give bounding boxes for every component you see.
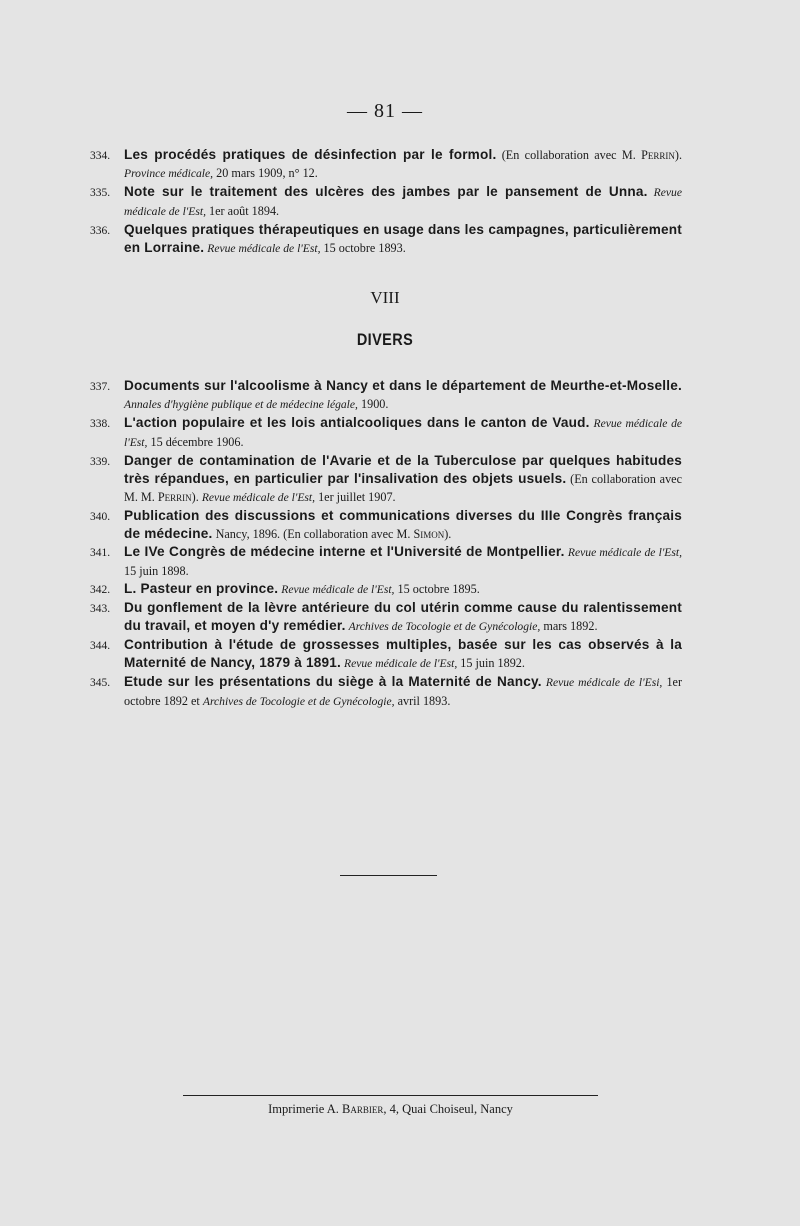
bibliography-entry (90, 599, 682, 636)
entry-detail: 1900. (357, 397, 389, 411)
bibliography-entry (90, 543, 682, 580)
printer-suffix: , 4, Quai Choiseul, Nancy (383, 1102, 513, 1116)
entry-title: Danger de contamination de l'Avarie et de la Tuberculose par quelques habitudes très répandues, en particulier par l'insalivation des objets usuels. (124, 453, 682, 486)
author-name: Perrin (641, 148, 675, 162)
entry-detail: 15 octobre 1895. (394, 582, 480, 596)
bibliography-entry (90, 580, 682, 599)
page-number: — 81 — (347, 100, 423, 122)
journal-name: Province médicale, (124, 167, 214, 180)
entry-detail: 1er octobre 1892 et (124, 675, 683, 708)
entry-number: 340. (90, 511, 111, 523)
entry-detail: (En collaboration avec M. M. (124, 472, 682, 504)
entry-title: Note sur le traitement des ulcères des jambes par le pansement de Unna. (124, 184, 648, 199)
journal-name: Annales d'hygiène publique et de médecine légale, (124, 398, 358, 411)
bibliography-entry (90, 414, 682, 452)
entry-number: 334. (90, 150, 111, 162)
footer-rule (183, 1095, 598, 1096)
entry-number: 336. (90, 225, 111, 237)
entry-title: Contribution à l'étude de grossesses multiples, basée sur les cas observés à la Maternité de Nancy, 1879 à 1891. (124, 637, 682, 670)
entry-title: Publication des discussions et communications diverses du IIIe Congrès français de médecine. (124, 508, 682, 541)
entry-title: Documents sur l'alcoolisme à Nancy et dans le département de Meurthe-et-Moselle. (124, 378, 682, 393)
entry-title: Les procédés pratiques de désinfection par le formol. (124, 147, 497, 162)
entry-title: Le IVe Congrès de médecine interne et l'Université de Montpellier. (124, 544, 565, 559)
bibliography-entry (90, 183, 682, 221)
end-divider (340, 875, 437, 876)
author-name: Perrin (157, 490, 192, 504)
journal-name: Archives de Tocologie et de Gynécologie, (202, 695, 395, 708)
printer-prefix: Imprimerie A. (268, 1102, 343, 1116)
journal-name: Revue médicale de l'Est, (281, 583, 395, 596)
entry-title: Du gonflement de la lèvre antérieure du col utérin comme cause du ralentissement du travail, et moyen d'y remédier. (124, 600, 682, 633)
entry-detail: mars 1892. (540, 619, 598, 633)
journal-name: Revue médicale de l'Est, (344, 657, 458, 670)
entry-number: 344. (90, 640, 111, 652)
section-title: DIVERS (356, 330, 414, 349)
entry-detail: (En collaboration avec M. (496, 148, 642, 162)
entry-number: 335. (90, 187, 111, 199)
bibliography-entry (90, 636, 682, 673)
bibliography-entry (90, 673, 682, 711)
bibliography-entry (90, 507, 682, 543)
journal-name: Revue médicale de l'Est, (567, 546, 683, 559)
entry-detail: 1er juillet 1907. (315, 490, 396, 504)
entry-title: L. Pasteur en province. (124, 581, 279, 596)
entry-number: 337. (90, 381, 111, 393)
section-number: VIII (370, 288, 400, 307)
entry-title: Etude sur les présentations du siège à la Maternité de Nancy. (124, 674, 542, 689)
bibliography-entry (90, 377, 682, 414)
printer-imprint (183, 1102, 598, 1117)
journal-name: Revue médicale de l'Est, (201, 491, 316, 504)
entry-number: 339. (90, 456, 111, 468)
entry-number: 345. (90, 677, 111, 689)
entry-detail: avril 1893. (394, 694, 451, 708)
entry-title: L'action populaire et les lois antialcooliques dans le canton de Vaud. (124, 415, 590, 430)
printer-name: Barbier (342, 1102, 384, 1116)
journal-name: Revue médicale de l'Est, (207, 242, 321, 255)
entry-detail: 15 octobre 1893. (320, 241, 406, 255)
entry-detail: 15 décembre 1906. (147, 435, 244, 449)
entry-number: 341. (90, 547, 111, 559)
bibliography-entry (90, 146, 682, 183)
journal-name: Revue médicale de l'Est, (124, 417, 683, 449)
entry-detail: 1er août 1894. (206, 204, 280, 218)
author-name: Simon (413, 527, 445, 541)
entry-list-top (90, 146, 682, 258)
entry-title: Quelques pratiques thérapeutiques en usage dans les campagnes, particulièrement en Lorraine. (124, 222, 682, 255)
entry-list-bottom (90, 377, 682, 711)
entry-number: 343. (90, 603, 111, 615)
entry-detail: 15 juin 1892. (457, 656, 525, 670)
entry-number: 342. (90, 584, 111, 596)
bibliography-entry (90, 221, 682, 258)
entry-detail: 15 juin 1898. (124, 564, 189, 578)
journal-name: Revue médicale de l'Est, (124, 186, 682, 218)
entry-detail: ). (444, 527, 452, 541)
journal-name: Archives de Tocologie et de Gynécologie, (348, 620, 541, 633)
entry-detail: 20 mars 1909, n° 12. (213, 166, 318, 180)
entry-detail: ). (191, 490, 202, 504)
journal-name: Revue médicale de l'Esi, (545, 676, 663, 689)
entry-detail: ). (674, 148, 682, 162)
bibliography-entry (90, 452, 682, 507)
entry-detail: Nancy, 1896. (En collaboration avec M. (212, 527, 414, 541)
entry-number: 338. (90, 418, 111, 430)
